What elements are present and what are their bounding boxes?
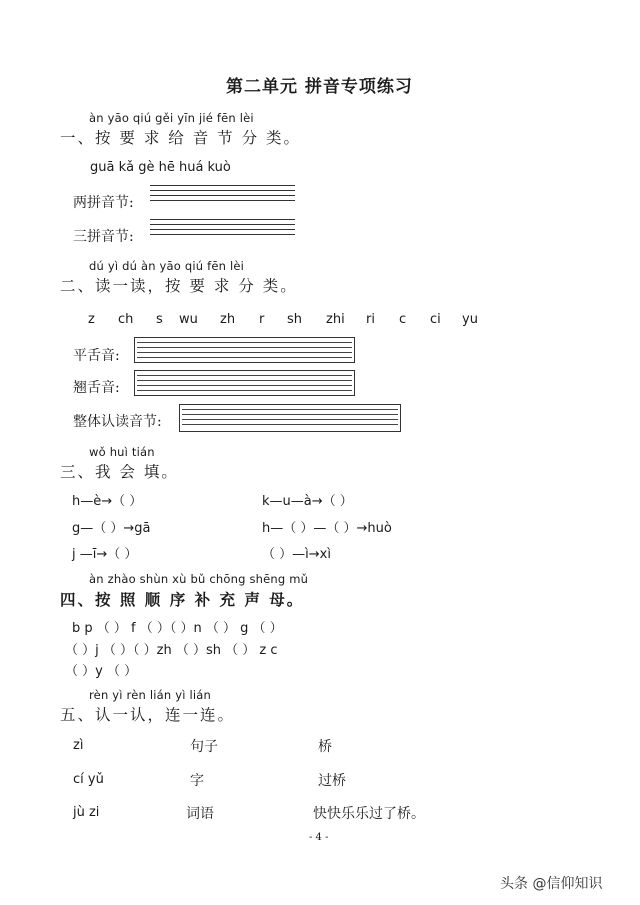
s2-item: zhi bbox=[326, 312, 345, 327]
s5-chinese-item: 字 bbox=[190, 773, 204, 789]
label-curled-tongue: 翘舌音: bbox=[73, 380, 120, 396]
s5-phrase-item: 桥 bbox=[318, 739, 332, 755]
s4-row1: b p （ ） f （ ）（ ）n （ ） g （ ） bbox=[72, 621, 283, 636]
s2-item: wu bbox=[179, 312, 198, 327]
section1-heading: 一、按 要 求 给 音 节 分 类。 bbox=[60, 129, 301, 147]
answer-lines-two-spell bbox=[150, 185, 295, 205]
section4-pinyin: àn zhào shùn xù bǔ chōng shēng mǔ bbox=[89, 572, 309, 586]
section2-pinyin: dú yì dú àn yāo qiú fēn lèi bbox=[89, 259, 245, 273]
s3-row1-right: k—u—à→（ ） bbox=[262, 494, 353, 509]
section3-heading: 三、我 会 填。 bbox=[60, 463, 179, 481]
s2-item: yu bbox=[462, 312, 478, 327]
s2-item: ch bbox=[118, 312, 134, 327]
s5-pinyin-item: cí yǔ bbox=[73, 772, 104, 787]
s3-row3-left: j —ī→（ ） bbox=[72, 547, 138, 562]
s2-item: ri bbox=[366, 312, 375, 327]
s2-item: s bbox=[156, 312, 163, 327]
s2-item: ci bbox=[430, 312, 441, 327]
s2-item: r bbox=[259, 312, 265, 327]
s5-phrase-item: 过桥 bbox=[318, 773, 346, 789]
s5-chinese-item: 词语 bbox=[186, 806, 214, 822]
s3-row2-left: g—（ ）→gā bbox=[72, 521, 151, 536]
answer-lines-three-spell bbox=[150, 219, 295, 239]
label-three-spell: 三拼音节: bbox=[73, 229, 134, 245]
section1-syllables: guā kǎ gè hē huá kuò bbox=[90, 160, 231, 175]
s2-item: z bbox=[88, 312, 95, 327]
section5-pinyin: rèn yì rèn lián yì lián bbox=[89, 688, 212, 702]
s2-item: c bbox=[399, 312, 407, 327]
s5-pinyin-item: zì bbox=[73, 738, 84, 753]
section1-pinyin: àn yāo qiú gěi yīn jié fēn lèi bbox=[89, 111, 254, 125]
s3-row3-right: （ ）—ì→xì bbox=[262, 547, 331, 562]
s5-chinese-item: 句子 bbox=[190, 739, 218, 755]
s2-item: zh bbox=[220, 312, 236, 327]
s3-row2-right: h—（ ）—（ ）→huò bbox=[262, 521, 392, 536]
section3-pinyin: wǒ huì tián bbox=[89, 445, 155, 459]
section4-heading: 四、按 照 顺 序 补 充 声 母。 bbox=[60, 590, 305, 609]
section5-heading: 五、认一认，连一连。 bbox=[60, 706, 236, 724]
label-flat-tongue: 平舌音: bbox=[73, 348, 120, 364]
page-number: - 4 - bbox=[309, 832, 329, 843]
s4-row2: （ ）j （ ）（ ）zh （ ）sh （ ） z c bbox=[65, 643, 278, 658]
label-two-spell: 两拼音节: bbox=[73, 195, 134, 211]
watermark: 头条 @信仰知识 bbox=[500, 876, 603, 892]
answer-box-whole-syllables bbox=[179, 404, 401, 432]
s4-row3: （ ）y （ ） bbox=[65, 664, 138, 679]
answer-box-curled-tongue bbox=[134, 370, 355, 396]
s3-row1-left: h—è→（ ） bbox=[72, 494, 143, 509]
page-title: 第二单元 拼音专项练习 bbox=[226, 77, 413, 97]
s2-item: sh bbox=[287, 312, 303, 327]
answer-box-flat-tongue bbox=[134, 337, 355, 363]
label-whole-syllables: 整体认读音节: bbox=[73, 414, 162, 430]
s5-pinyin-item: jù zi bbox=[73, 805, 100, 820]
section2-heading: 二、读一读，按 要 求 分 类。 bbox=[60, 277, 298, 295]
s5-phrase-item: 快快乐乐过了桥。 bbox=[313, 806, 425, 822]
